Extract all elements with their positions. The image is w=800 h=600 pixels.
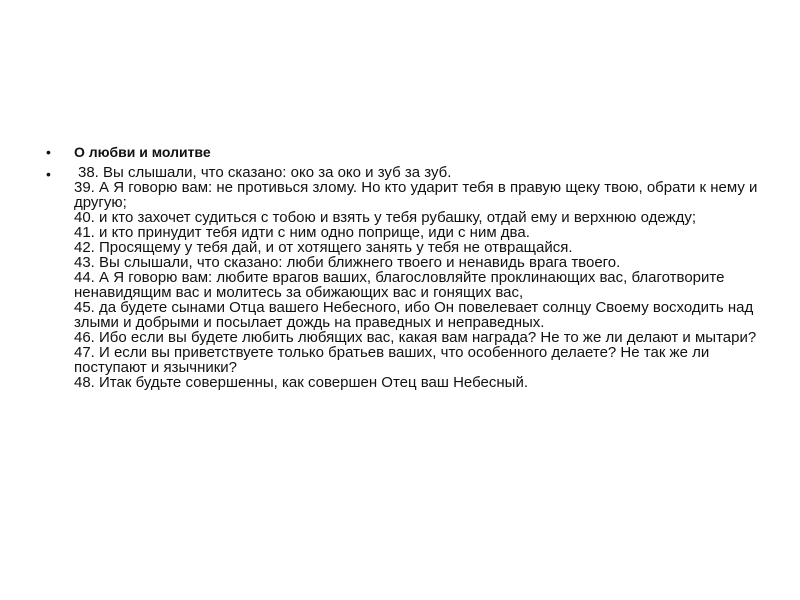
- verse-39: 39. А Я говорю вам: не противься злому. Но кто ударит тебя в правую щеку твою, обрати к нему и другую;: [74, 179, 758, 211]
- verse-47: 47. И если вы приветствуете только братьев ваших, что особенного делаете? Не так же ли поступают и язычники?: [74, 344, 710, 376]
- verse-45: 45. да будете сынами Отца вашего Небесного, ибо Он повелевает солнцу Своему восходить над злыми и добрыми и посылает дождь на праведных и неправедных.: [74, 299, 754, 331]
- bullet-icon: •: [46, 144, 51, 160]
- bullet-icon: •: [46, 166, 51, 182]
- verse-43: 43. Вы слышали, что сказано: люби ближнего твоего и ненавидь врага твоего.: [74, 254, 621, 271]
- verses-text: [74, 165, 766, 390]
- bullet-item-heading: [46, 143, 766, 162]
- bullet-list: [46, 143, 766, 390]
- verse-41: 41. и кто принудит тебя идти с ним одно поприще, иди с ним два.: [74, 224, 530, 241]
- verse-42: 42. Просящему у тебя дай, и от хотящего занять у тебя не отвращайся.: [74, 239, 573, 256]
- verse-48: 48. Итак будьте совершенны, как совершен Отец ваш Небесный.: [74, 374, 528, 391]
- verse-40: 40. и кто захочет судиться с тобою и взять у тебя рубашку, отдай ему и верхнюю одежду;: [74, 209, 696, 226]
- heading: О любви и молитве: [74, 144, 211, 160]
- verse-46: 46. Ибо если вы будете любить любящих вас, какая вам награда? Не то же ли делают и мытари?: [74, 329, 757, 346]
- verse-44: 44. А Я говорю вам: любите врагов ваших, благословляйте проклинающих вас, благотворите ненавидящим вас и молитесь за обижающих вас и гонящих вас,: [74, 269, 725, 301]
- verse-38: 38. Вы слышали, что сказано: око за око и зуб за зуб.: [78, 164, 452, 181]
- bullet-item-verses: [46, 165, 766, 390]
